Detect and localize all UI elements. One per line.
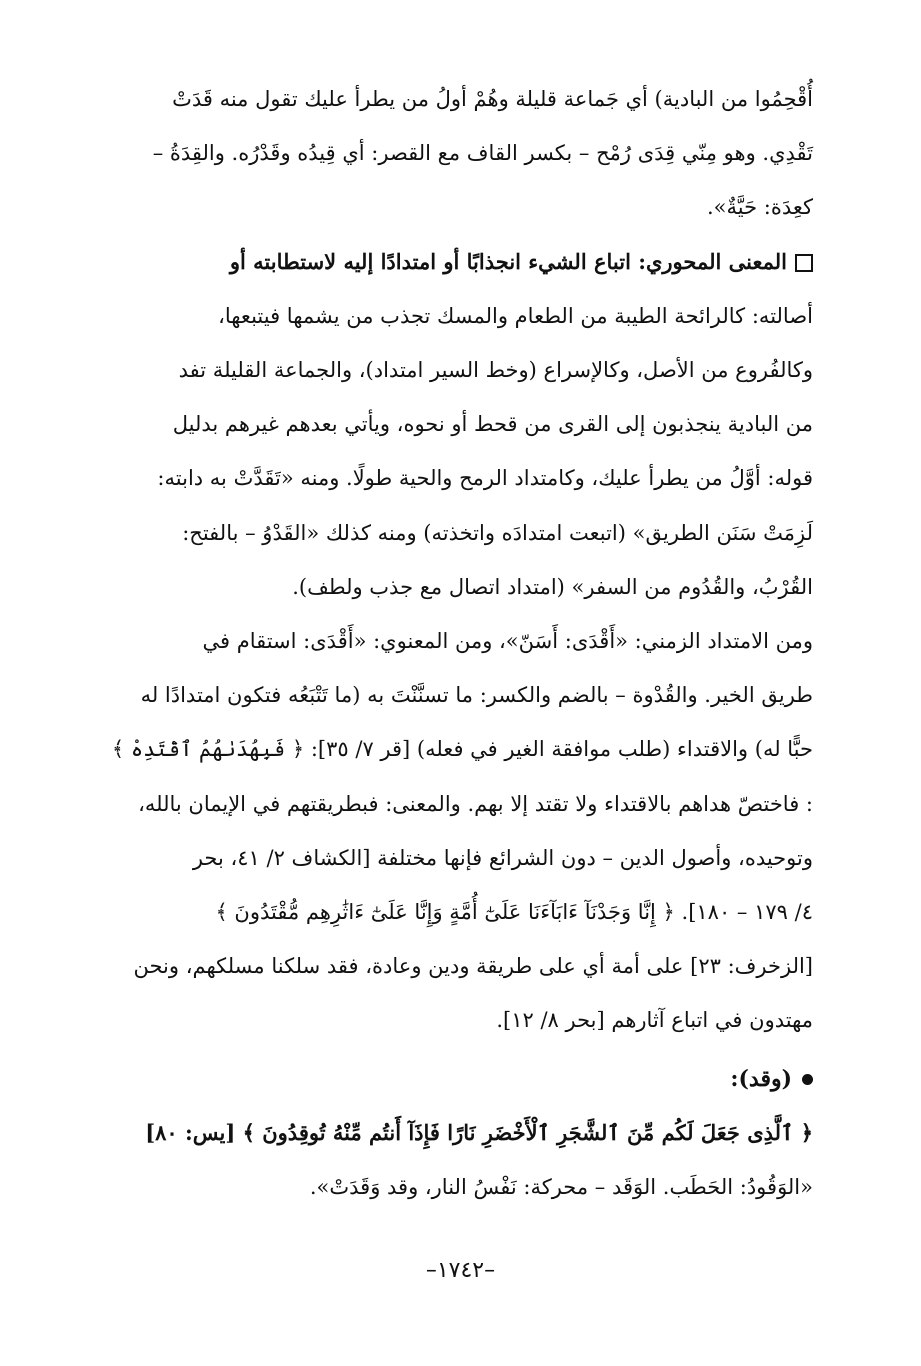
text-line: قوله: أوَّلُ من يطرأ عليك، وكامتداد الرمح والحية طولًا. ومنه «تَقَدَّتْ به دابته: [157,466,813,491]
text-line: وتوحيده، وأصول الدين – دون الشرائع فإنها مختلفة [الكشاف ٢/ ٤١، بحر [192,845,813,870]
text-line: ومن الامتداد الزمني: «أَقْدَى: أَسَنّ»، ومن المعنوي: «أَقْدَى: استقام في [202,629,813,654]
text-line: ٤/ ١٧٩ – ١٨٠]. ﴿ إِنَّا وَجَدْنَآ ءَابَآءَنَا عَلَىٰٓ أُمَّةٍ وَإِنَّا عَلَىٰٓ ءَاثَٰرِهِم مُّقْتَدُونَ ﴾ [215,900,813,925]
entry-section [95,1052,813,1214]
text-line: أصالته: كالرائحة الطيبة من الطعام والمسك تجذب من يشمها فيتبعها، [218,303,813,328]
text-line: مهتدون في اتباع آثارهم [بحر ٨/ ١٢]. [496,1008,813,1033]
quran-verse-line: ﴿ ٱلَّذِى جَعَلَ لَكُم مِّنَ ٱلشَّجَرِ ٱلْأَخْضَرِ نَارًا فَإِذَآ أَنتُم مِّنْهُ تُوقِدُونَ ﴾ [يس: ٨٠] [145,1119,813,1145]
temporal-paragraph [95,614,813,1048]
text-line: لَزِمَتْ سَنَن الطريق» (اتبعت امتدادَه واتخذته) ومنه كذلك «القَدْوُ – بالفتح: [182,520,813,545]
core-meaning-lead [95,235,813,289]
text-line: حبًّا له) والاقتداء (طلب موافقة الغير في فعله) [قر ٧/ ٣٥]: ﴿ فَبِهُدَىٰهُمُ ٱقْتَدِهْ ﴾ [111,737,813,762]
page-body [95,72,813,1214]
text-line: تَقْدِي. وهو مِنّي قِدَى رُمْح – بكسر القاف مع القصر: أي قِيدُه وقَدْرُه. والقِدَةُ – [152,141,813,166]
text-line: وكالفُروع من الأصل، وكالإسراع (وخط السير امتداد)، والجماعة القليلة تفد [178,358,813,383]
core-meaning-lead-text: المعنى المحوري: اتباع الشيء انجذابًا أو امتدادًا إليه لاستطابته أو [229,248,787,274]
text-line: من البادية ينجذبون إلى القرى من قحط أو نحوه، ويأتي بعدهم غيرهم بدليل [172,412,813,437]
text-line: «الوَقُودُ: الحَطَب. الوَقَد – محركة: نَفْسُ النار، وقد وَقَدَتْ». [309,1174,813,1199]
entry-heading [95,1052,813,1106]
page-number: –١٧٤٢– [425,1258,496,1283]
square-marker-icon [795,254,813,272]
text-line: طريق الخير. والقُدْوة – بالضم والكسر: ما تسنَّنْتَ به (ما تَتْبَعُه فتكون امتدادًا له [140,683,813,708]
continuation-paragraph [95,72,813,235]
text-line: كعِدَة: حَيَّةٌ». [706,195,813,220]
text-line: القُرْبُ، والقُدُوم من السفر» (امتداد اتصال مع جذب ولطف). [292,574,813,599]
text-line: أُقْحِمُوا من البادية) أي جَماعة قليلة وهُمْ أولُ من يطرأ عليك تقول منه قَدَتْ [172,87,813,111]
core-meaning-paragraph [95,235,813,614]
text-line: : فاختصّ هداهم بالاقتداء ولا تقتد إلا بهم. والمعنى: فبطريقتهم في الإيمان بالله، [138,791,813,816]
entry-heading-text: (وقد): [730,1065,792,1092]
bullet-icon [802,1074,813,1085]
text-line: [الزخرف: ٢٣] على أمة أي على طريقة ودين وعادة، فقد سلكنا مسلكهم، ونحن [133,954,813,979]
